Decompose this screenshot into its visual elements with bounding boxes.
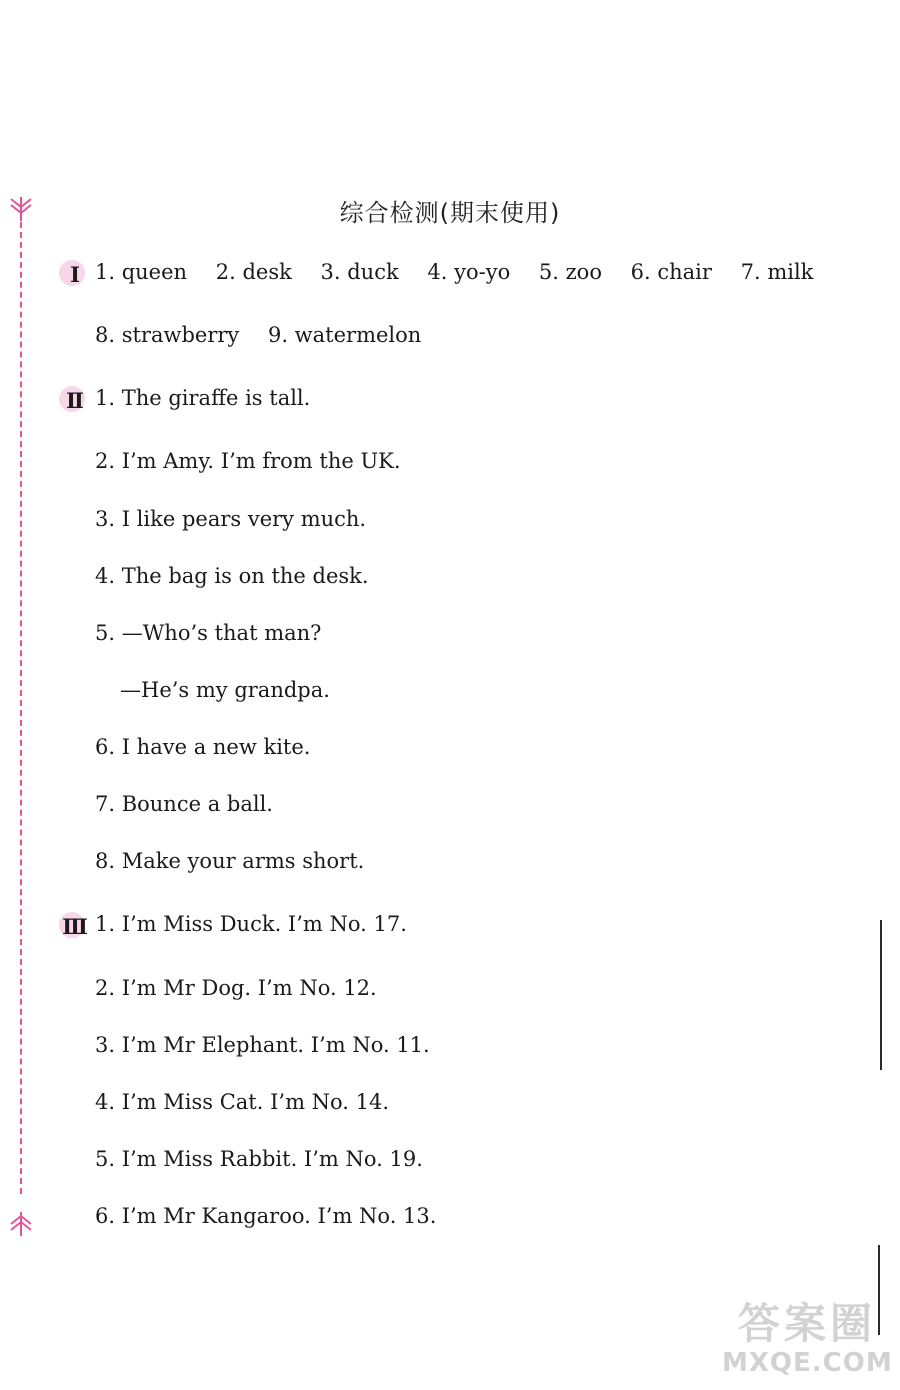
arrow-decoration-bottom-icon xyxy=(6,1210,36,1240)
answer-line: 2. I’m Amy. I’m from the UK. xyxy=(95,449,401,473)
vocab-item: 6. chair xyxy=(630,260,712,284)
answer-line: 6. I have a new kite. xyxy=(95,735,311,759)
answer-line: 1. The giraffe is tall. xyxy=(95,386,311,410)
section-1-row-2 xyxy=(95,323,421,347)
answer-line: —He’s my grandpa. xyxy=(120,678,330,702)
answer-line: 8. Make your arms short. xyxy=(95,849,365,873)
scan-edge-line xyxy=(880,920,882,1070)
vocab-item: 8. strawberry xyxy=(95,323,240,347)
section-numeral-3: Ⅲ xyxy=(60,912,90,942)
watermark-logo: 答案圈 xyxy=(737,1299,876,1348)
vocab-item: 4. yo-yo xyxy=(427,260,511,284)
answer-line: 4. The bag is on the desk. xyxy=(95,564,369,588)
section-numeral-1: Ⅰ xyxy=(60,260,90,290)
section-numeral-2: Ⅱ xyxy=(60,386,90,416)
answer-line: 3. I’m Mr Elephant. I’m No. 11. xyxy=(95,1033,430,1057)
page-title: 综合检测(期末使用) xyxy=(339,199,561,227)
watermark xyxy=(722,1300,892,1385)
answer-line: 6. I’m Mr Kangaroo. I’m No. 13. xyxy=(95,1204,437,1228)
vocab-item: 5. zoo xyxy=(538,260,602,284)
dashed-margin-line xyxy=(20,222,22,1194)
section-1-row-1 xyxy=(95,260,813,284)
answer-line: 1. I’m Miss Duck. I’m No. 17. xyxy=(95,912,407,936)
vocab-item: 3. duck xyxy=(320,260,399,284)
vocab-item: 7. milk xyxy=(740,260,814,284)
answer-line: 4. I’m Miss Cat. I’m No. 14. xyxy=(95,1090,390,1114)
vocab-item: 9. watermelon xyxy=(267,323,422,347)
watermark-domain: MXQE.COM xyxy=(722,1348,893,1378)
answer-line: 7. Bounce a ball. xyxy=(95,792,273,816)
vocab-item: 2. desk xyxy=(215,260,292,284)
answer-line: 5. I’m Miss Rabbit. I’m No. 19. xyxy=(95,1147,423,1171)
vocab-item: 1. queen xyxy=(95,260,188,284)
answer-line: 3. I like pears very much. xyxy=(95,507,367,531)
answer-line: 5. —Who’s that man? xyxy=(95,621,322,645)
answer-line: 2. I’m Mr Dog. I’m No. 12. xyxy=(95,976,377,1000)
